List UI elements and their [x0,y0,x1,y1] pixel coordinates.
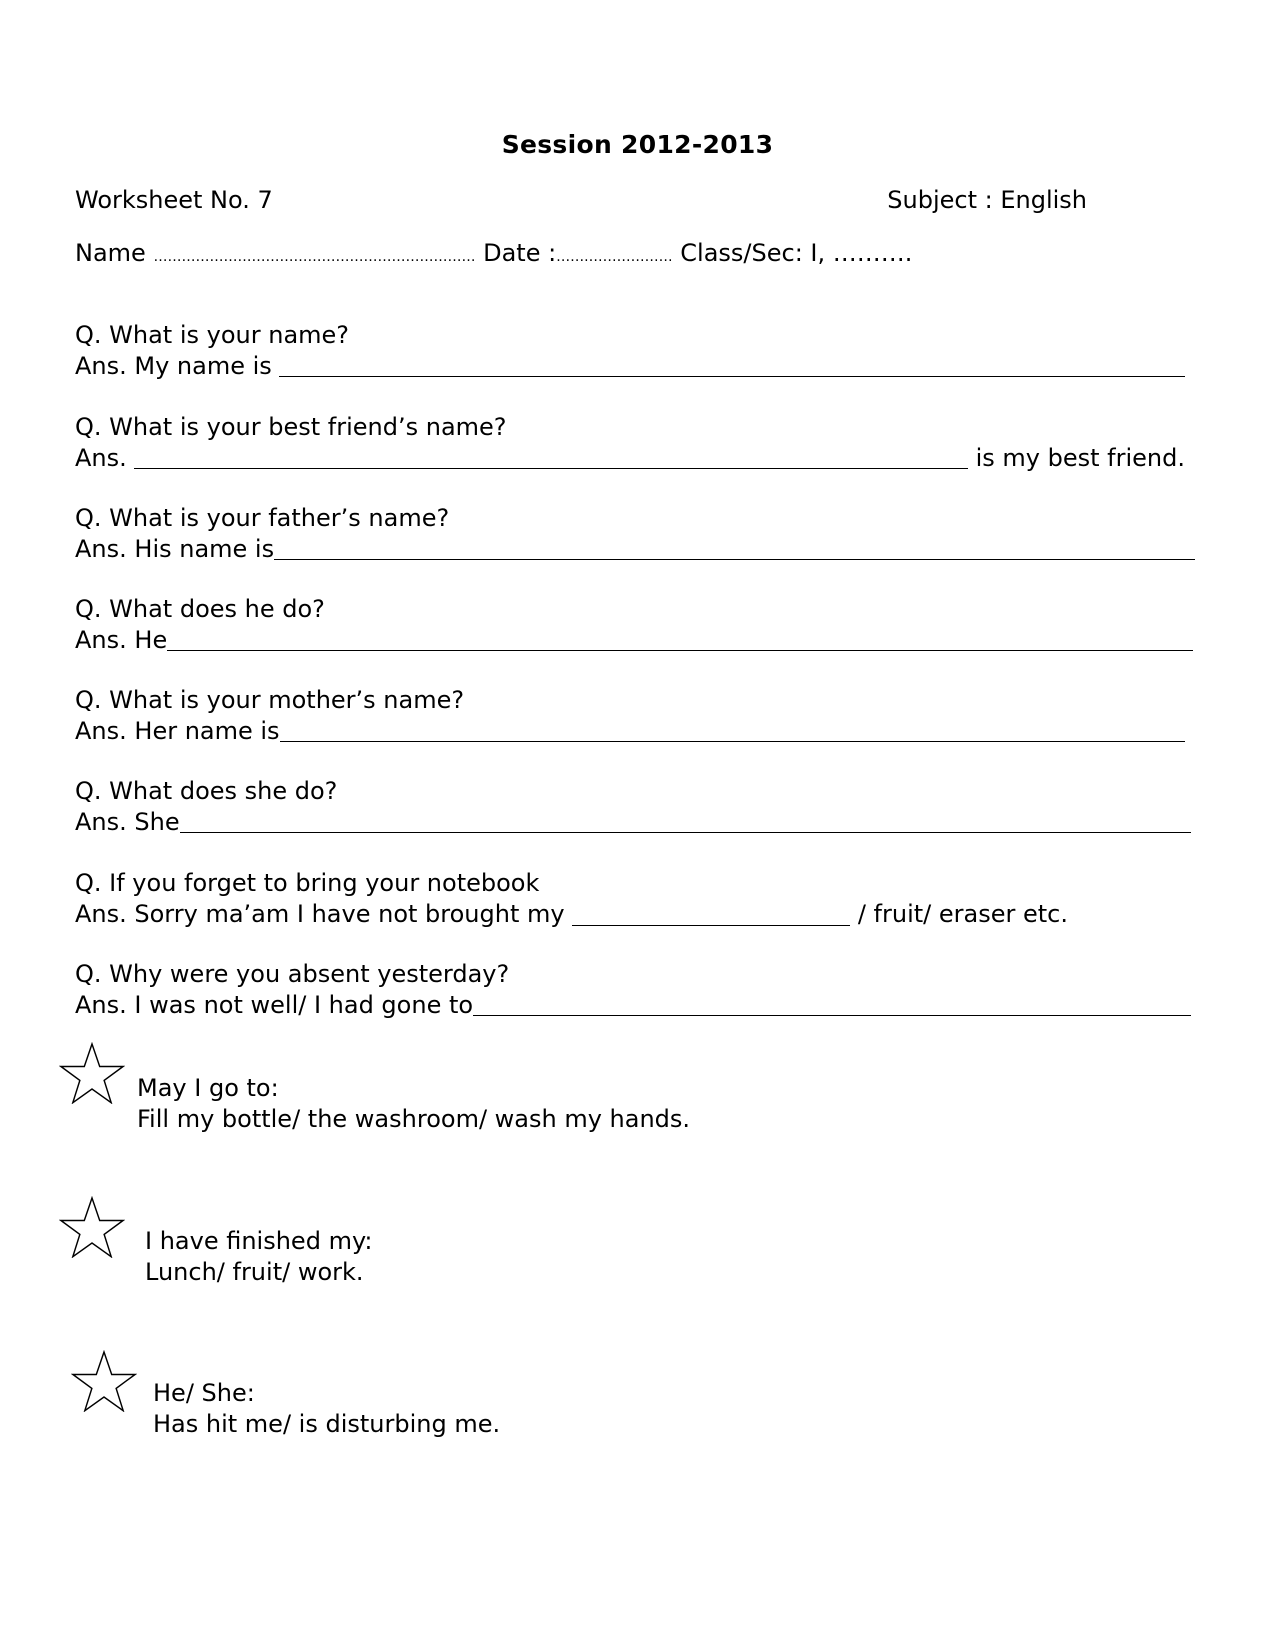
answer-line [75,716,1185,746]
answer-blank[interactable] [167,628,1193,651]
phrase-block [153,1378,500,1440]
answer-blank[interactable] [134,446,968,469]
subject-label: Subject : English [887,186,1087,214]
answer-prefix: Ans. He [75,626,168,654]
answer-prefix: Ans. She [75,808,180,836]
phrase-heading: May I go to: [137,1074,279,1102]
question-block [75,320,1185,381]
answer-blank[interactable] [279,354,1185,377]
question-text: Q. What is your mother’s name? [75,686,465,714]
name-label: Name [75,239,146,267]
question-block [75,412,1185,473]
answer-line [75,534,1195,564]
question-text: Q. What does she do? [75,777,338,805]
question-text: Q. What does he do? [75,595,325,623]
answer-line [75,807,1191,837]
worksheet-number: Worksheet No. 7 [75,186,273,214]
star-icon [59,1196,125,1258]
question-text: Q. Why were you absent yesterday? [75,960,510,988]
question-text: Q. What is your name? [75,321,350,349]
date-label: Date : [483,239,557,267]
star-icon [71,1350,137,1412]
class-section-label[interactable]: Class/Sec: I, ………. [680,239,913,267]
answer-prefix: Ans. [75,444,135,472]
answer-line [75,899,1075,929]
answer-prefix: Ans. Sorry ma’am I have not brought my [75,900,573,928]
answer-line [75,351,1185,381]
phrase-options: Lunch/ fruit/ work. [145,1258,364,1286]
answer-line [75,443,1185,473]
question-text: Q. If you forget to bring your notebook [75,869,540,897]
question-block [75,868,1075,929]
date-field[interactable]: …….……………… [556,249,673,265]
star-icon [59,1042,125,1104]
question-text: Q. What is your father’s name? [75,504,450,532]
answer-blank[interactable] [180,810,1191,833]
phrase-heading: I have finished my: [145,1227,373,1255]
phrase-block [145,1226,372,1288]
answer-line [75,625,1193,655]
answer-prefix: Ans. His name is [75,535,275,563]
answer-line [75,990,1191,1020]
question-block [75,685,1185,746]
session-title: Session 2012-2013 [501,130,774,159]
question-block [75,959,1191,1020]
phrase-options: Fill my bottle/ the washroom/ wash my hands. [137,1105,691,1133]
student-info-line [75,238,912,272]
answer-suffix: is my best friend. [967,444,1185,472]
phrase-options: Has hit me/ is disturbing me. [153,1410,501,1438]
question-block [75,503,1195,564]
answer-prefix: Ans. I was not well/ I had gone to [75,991,474,1019]
question-block [75,776,1191,837]
phrase-heading: He/ She: [153,1379,255,1407]
answer-prefix: Ans. My name is [75,352,280,380]
question-block [75,594,1193,655]
answer-blank[interactable] [274,537,1195,560]
phrase-block [137,1073,690,1135]
answer-blank[interactable] [280,719,1185,742]
answer-blank[interactable] [572,903,850,926]
question-text: Q. What is your best friend’s name? [75,413,507,441]
answer-suffix: / fruit/ eraser etc. [850,900,1068,928]
name-field[interactable]: …………………………………………………………… [153,249,476,265]
answer-prefix: Ans. Her name is [75,717,280,745]
answer-blank[interactable] [473,993,1191,1016]
